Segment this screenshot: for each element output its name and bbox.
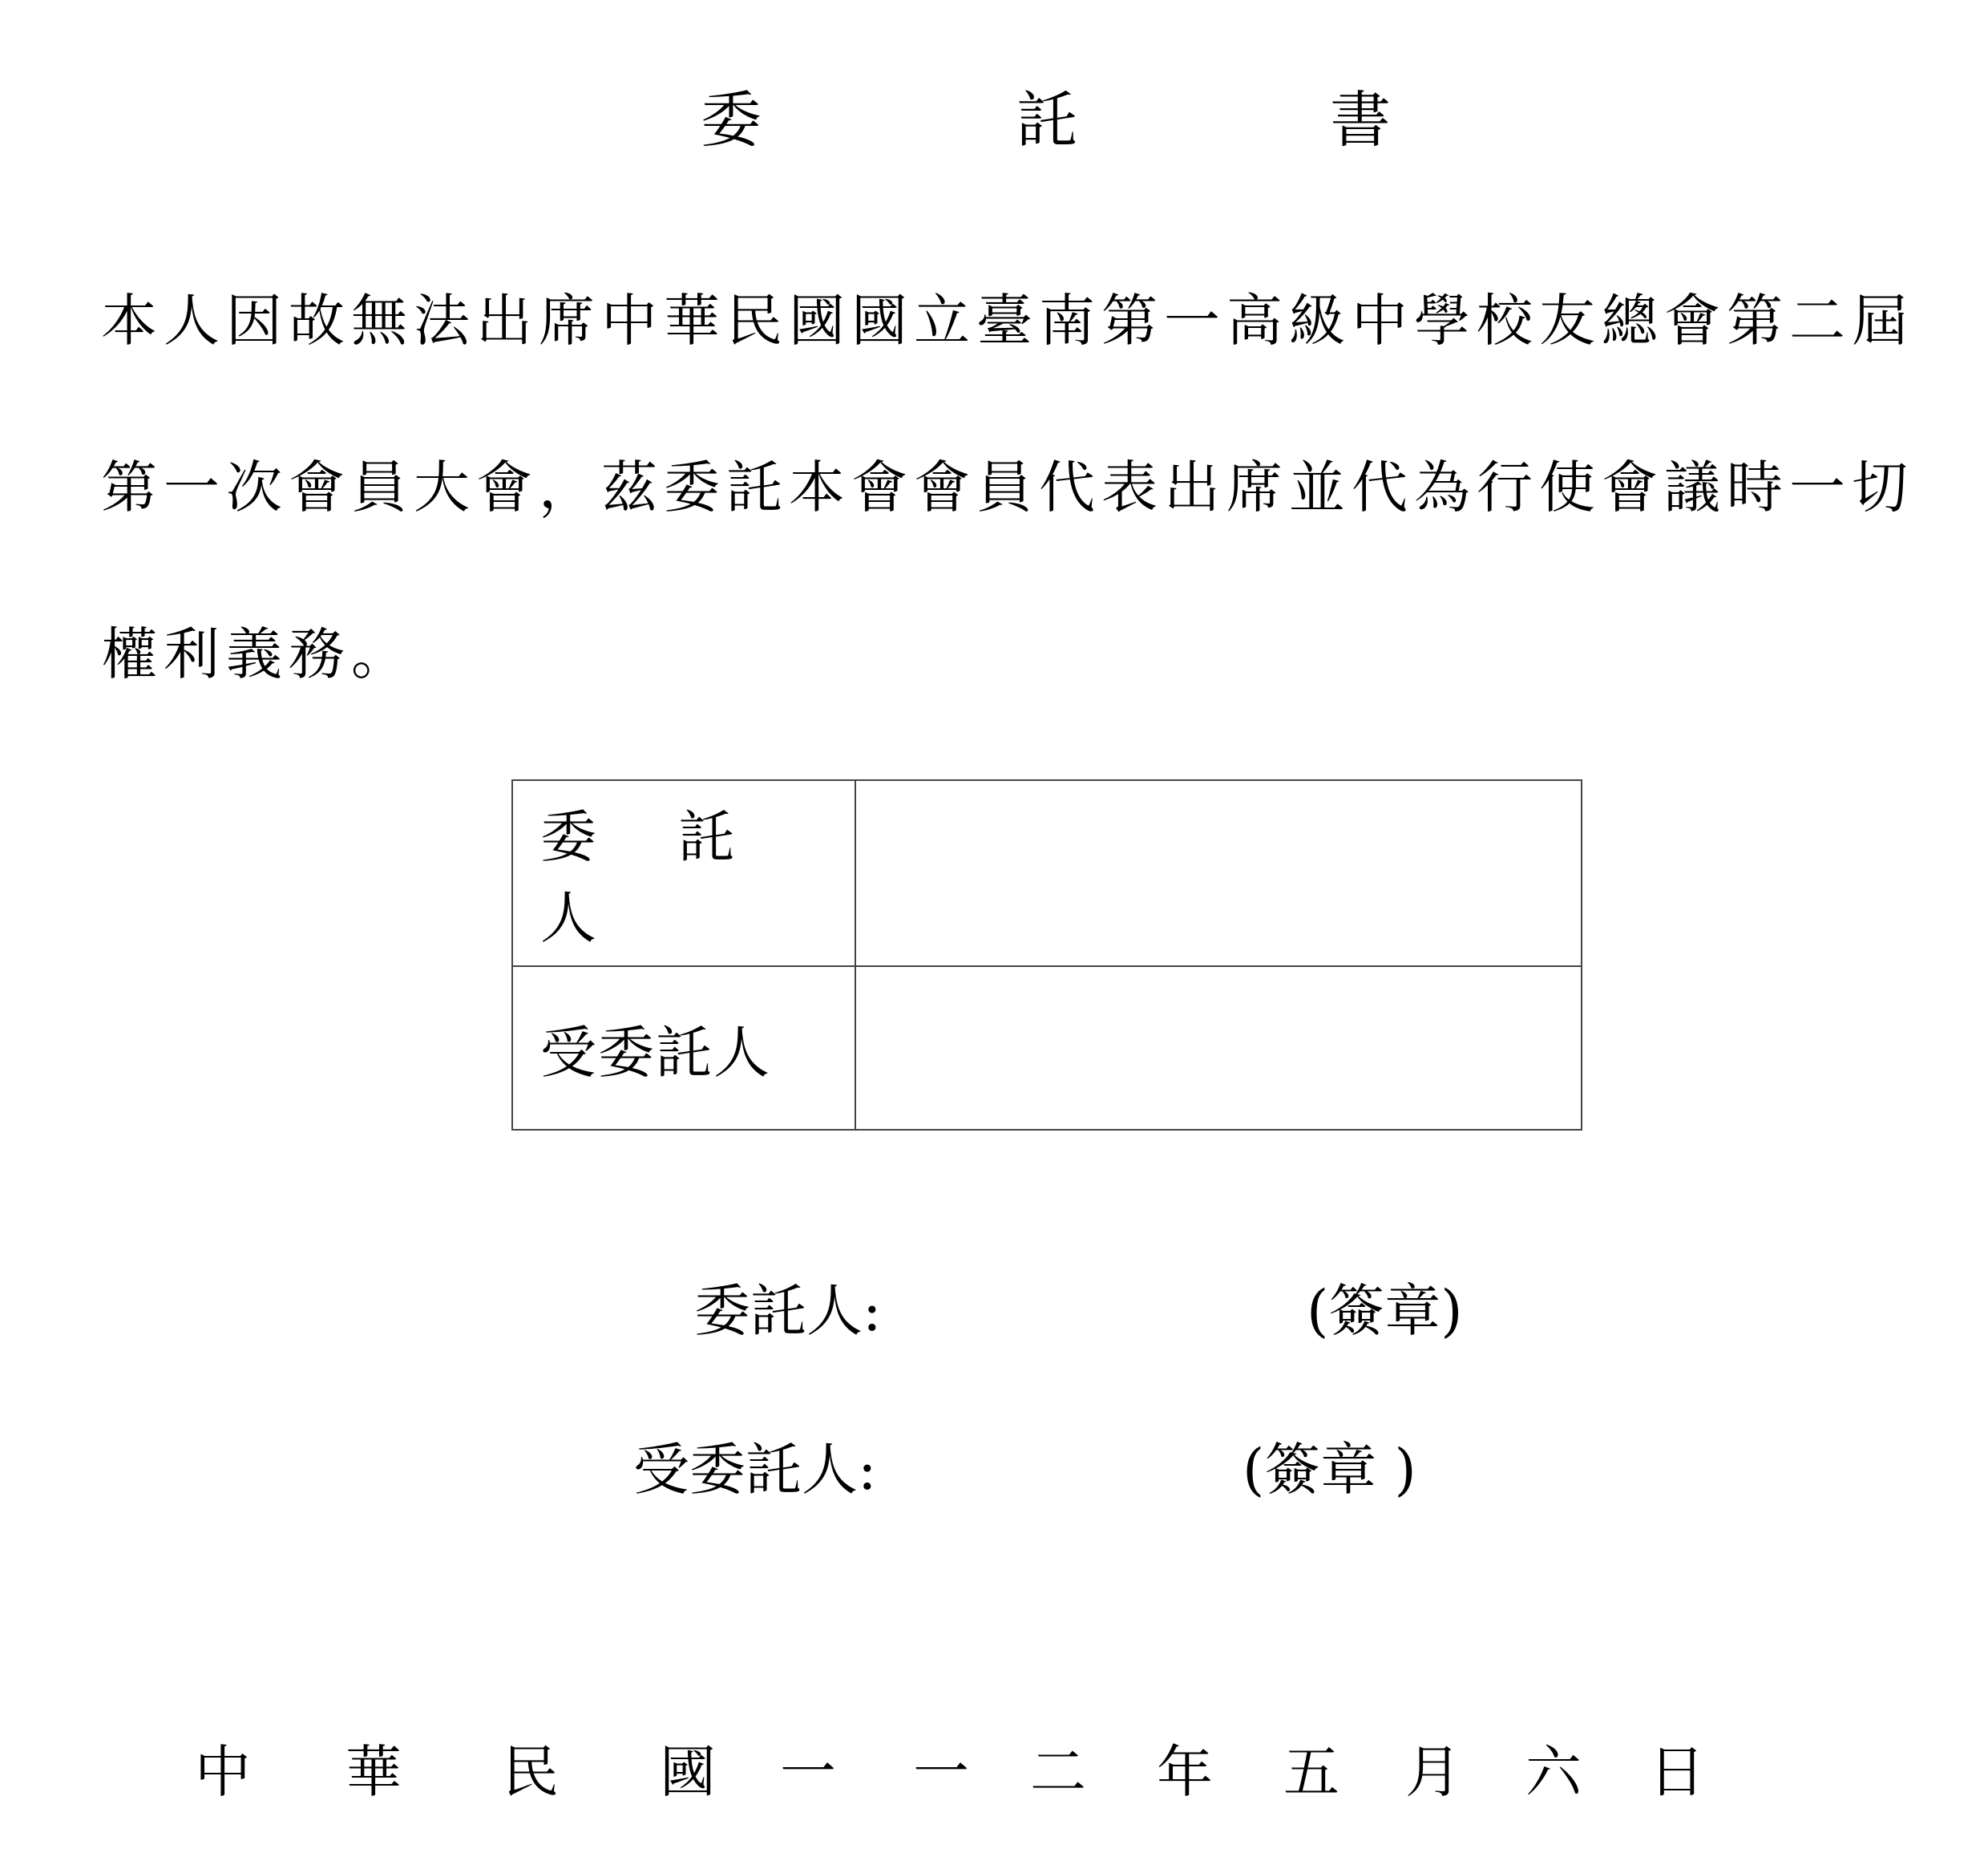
document-title <box>0 80 1988 160</box>
principal-signature-label: 委託人: <box>694 1278 882 1344</box>
date-char: 二 <box>1030 1739 1086 1805</box>
date-char: 月 <box>1405 1739 1461 1805</box>
date-char: 年 <box>1157 1739 1213 1805</box>
date-char: 五 <box>1283 1739 1339 1805</box>
statement-line: 第一次會員大會，茲委託本會會員代表出席並代為行使會議時一切 <box>101 455 1914 520</box>
proxy-signature-label: 受委託人: <box>633 1437 877 1503</box>
table-row-principal <box>512 780 1582 966</box>
title-char: 書 <box>1330 84 1391 156</box>
principal-name-field[interactable] <box>855 780 1582 966</box>
date-char: 中 <box>195 1739 251 1805</box>
date-char: 國 <box>660 1739 716 1805</box>
date-char: 六 <box>1525 1739 1582 1805</box>
table-row-proxy <box>512 966 1582 1130</box>
title-char: 委 <box>701 84 762 156</box>
date-char: 日 <box>1649 1739 1705 1805</box>
principal-seal-mark: (簽章) <box>1307 1278 1463 1344</box>
principal-label: 委 託 人 <box>512 780 855 966</box>
proxy-statement <box>101 237 1914 738</box>
date-line <box>0 1732 1988 1812</box>
date-char: 一 <box>913 1739 969 1805</box>
date-char: 一 <box>780 1739 836 1805</box>
proxy-seal-mark: (簽章 ) <box>1242 1437 1416 1503</box>
date-char: 華 <box>345 1739 402 1805</box>
statement-line: 權利義務。 <box>101 621 414 687</box>
proxy-label: 受委託人 <box>512 966 855 1130</box>
date-char: 民 <box>503 1739 559 1805</box>
statement-line: 本人因故無法出席中華民國國立臺南第一高級中學校友總會第二屆 <box>101 288 1914 354</box>
title-char: 託 <box>1016 84 1077 156</box>
proxy-name-field[interactable] <box>855 966 1582 1130</box>
proxy-table <box>511 779 1582 1131</box>
